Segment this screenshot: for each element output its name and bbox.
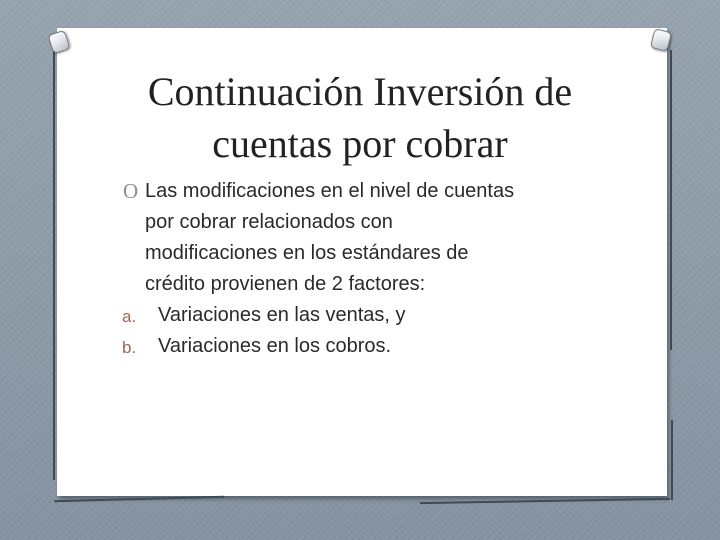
- frame-scribble-bottom-left: [54, 476, 225, 502]
- slide-body: [50, 176, 650, 362]
- pushpin-right-icon: [650, 28, 672, 52]
- bullet-line-3: modificaciones en los estándares de: [145, 242, 469, 264]
- list-marker-a: a.: [122, 307, 137, 326]
- bullet-continuation: [50, 207, 650, 238]
- list-item-text: Variaciones en las ventas, y: [158, 304, 406, 326]
- slide-title-line-2: cuentas por cobrar: [212, 121, 508, 166]
- bullet-line-1: Las modificaciones en el nivel de cuentas: [145, 180, 515, 202]
- list-item: [50, 300, 650, 331]
- slide-title: [0, 66, 720, 170]
- bullet-item: [50, 176, 650, 207]
- list-item: [50, 331, 650, 362]
- bullet-line-4: crédito provienen de 2 factores:: [145, 273, 426, 295]
- bullet-continuation: [50, 269, 650, 300]
- bullet-line-2: por cobrar relacionados con: [145, 211, 393, 233]
- list-marker-b: b.: [122, 338, 137, 357]
- frame-scribble-right-bottom: [663, 420, 673, 500]
- list-item-text: Variaciones en los cobros.: [158, 335, 392, 357]
- bullet-continuation: [50, 238, 650, 269]
- slide-title-line-1: Continuación Inversión de: [147, 69, 573, 114]
- bullet-marker: O: [123, 179, 139, 203]
